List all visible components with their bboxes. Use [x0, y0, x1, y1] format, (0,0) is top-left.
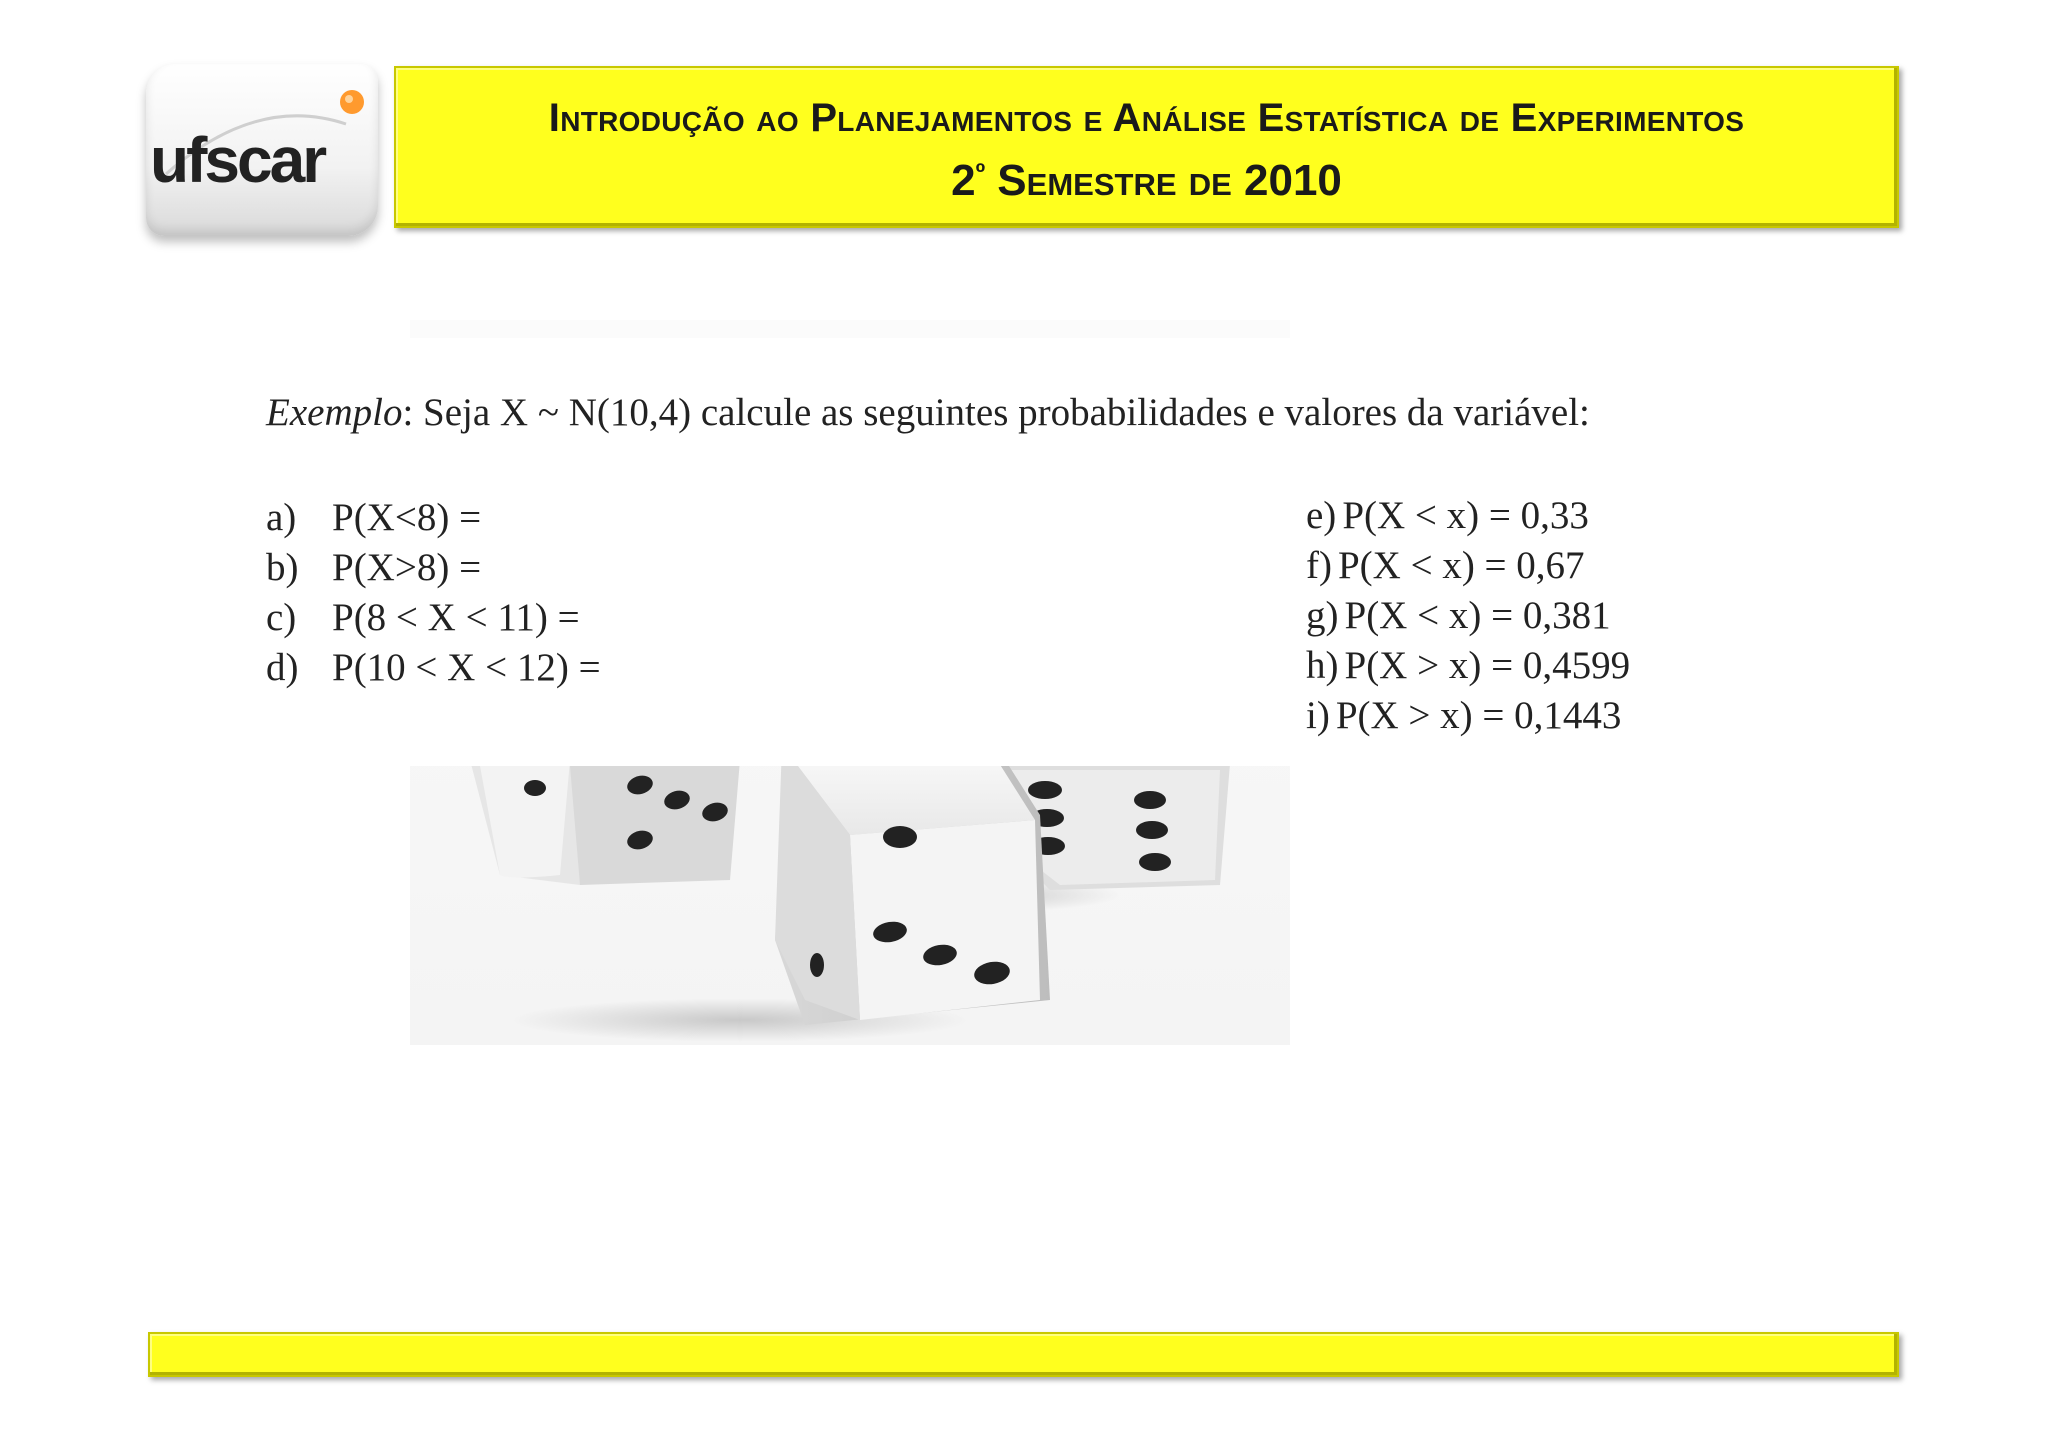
semester-number: 2	[951, 156, 976, 205]
problem-text: : Seja X ~ N(10,4) calcule as seguintes probabilidades e valores da variável:	[402, 391, 1590, 434]
example-label: Exemplo	[266, 391, 403, 434]
semester-text: Semestre de 2010	[985, 156, 1342, 205]
list-item: f) P(X < x) = 0,67	[1306, 544, 1585, 587]
title-banner	[394, 66, 1899, 228]
list-item: b) P(X>8) =	[266, 546, 482, 589]
die-back-left	[470, 760, 740, 885]
semester-title	[396, 156, 1897, 206]
ordinal-indicator: º	[975, 157, 986, 187]
list-item: g) P(X < x) = 0,381	[1306, 594, 1611, 637]
list-item: a) P(X<8) =	[266, 496, 482, 539]
problem-panel	[230, 338, 1830, 766]
list-item: d) P(10 < X < 12) =	[266, 646, 601, 689]
ufscar-logo-icon	[146, 64, 378, 236]
ufscar-logo	[146, 64, 378, 236]
footer-bar	[148, 1332, 1899, 1377]
list-item: h) P(X > x) = 0,4599	[1306, 644, 1631, 687]
course-title: Introdução ao Planejamentos e Análise Estatística de Experimentos	[548, 96, 1745, 140]
list-item: e) P(X < x) = 0,33	[1306, 494, 1589, 537]
svg-text:ufscar: ufscar	[150, 124, 325, 196]
list-item: c) P(8 < X < 11) =	[266, 596, 580, 639]
problem-statement	[266, 390, 1590, 435]
list-item: i) P(X > x) = 0,1443	[1306, 694, 1622, 737]
